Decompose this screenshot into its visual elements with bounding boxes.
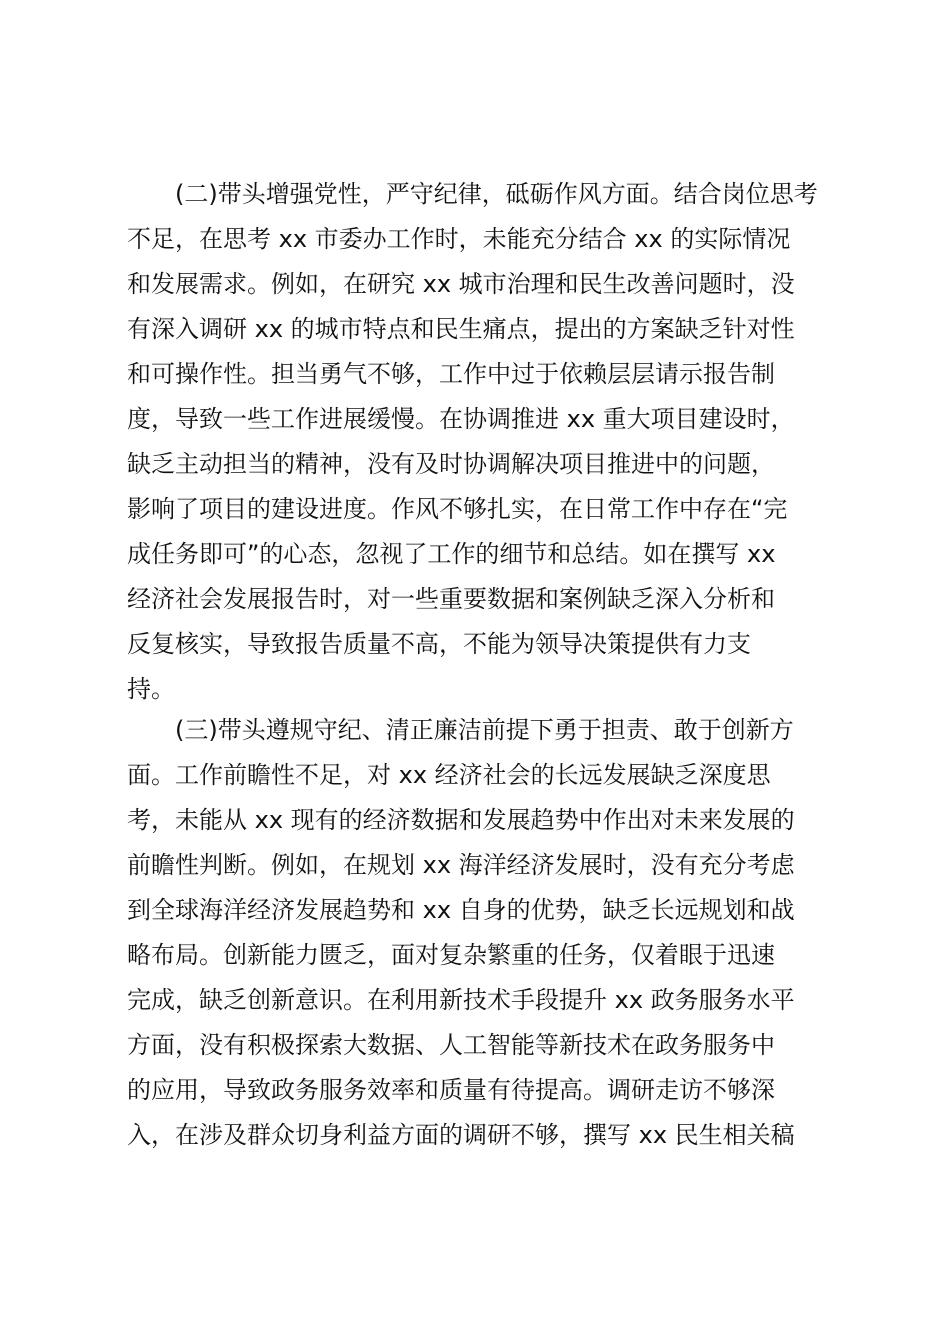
paragraph-line: 和发展需求。例如，在研究 xx 城市治理和民生改善问题时，没: [127, 270, 795, 298]
paragraph-line: 的应用，导致政务服务效率和质量有待提高。调研走访不够深: [127, 1076, 775, 1104]
paragraph-line: 不足，在思考 xx 市委办工作时，未能充分结合 xx 的实际情况: [127, 225, 791, 253]
paragraph-line: 缺乏主动担当的精神，没有及时协调解决项目推进中的问题，: [127, 450, 775, 478]
paragraph-2: [127, 172, 833, 712]
paragraph-line: 度，导致一些工作进展缓慢。在协调推进 xx 重大项目建设时，: [127, 405, 795, 433]
paragraph-line: 成任务即可”的心态，忽视了工作的细节和总结。如在撰写 xx: [127, 540, 776, 568]
paragraph-line: 有深入调研 xx 的城市特点和民生痛点，提出的方案缺乏针对性: [127, 315, 795, 343]
paragraph-line: 考，未能从 xx 现有的经济数据和发展趋势中作出对未来发展的: [127, 806, 795, 834]
paragraph-line: (二)带头增强党性，严守纪律，砥砺作风方面。结合岗位思考: [127, 180, 818, 208]
paragraph-line: 入，在涉及群众切身利益方面的调研不够，撰写 xx 民生相关稿: [127, 1121, 795, 1149]
paragraph-line: 反复核实，导致报告质量不高，不能为领导决策提供有力支: [127, 630, 751, 658]
paragraph-3: [127, 708, 833, 1158]
paragraph-line: 和可操作性。担当勇气不够，工作中过于依赖层层请示报告制: [127, 360, 775, 388]
paragraph-line: 持。: [127, 675, 175, 703]
paragraph-line: 面。工作前瞻性不足，对 xx 经济社会的长远发展缺乏深度思: [127, 761, 771, 789]
paragraph-line: 完成，缺乏创新意识。在利用新技术手段提升 xx 政务服务水平: [127, 986, 795, 1014]
paragraph-line: 略布局。创新能力匮乏，面对复杂繁重的任务，仅着眼于迅速: [127, 941, 775, 969]
paragraph-line: 到全球海洋经济发展趋势和 xx 自身的优势，缺乏长远规划和战: [127, 896, 795, 924]
paragraph-line: 前瞻性判断。例如，在规划 xx 海洋经济发展时，没有充分考虑: [127, 851, 795, 879]
paragraph-line: (三)带头遵规守纪、清正廉洁前提下勇于担责、敢于创新方: [127, 716, 794, 744]
paragraph-line: 影响了项目的建设进度。作风不够扎实，在日常工作中存在“完: [127, 495, 788, 523]
paragraph-line: 经济社会发展报告时，对一些重要数据和案例缺乏深入分析和: [127, 585, 775, 613]
paragraph-line: 方面，没有积极探索大数据、人工智能等新技术在政务服务中: [127, 1031, 775, 1059]
